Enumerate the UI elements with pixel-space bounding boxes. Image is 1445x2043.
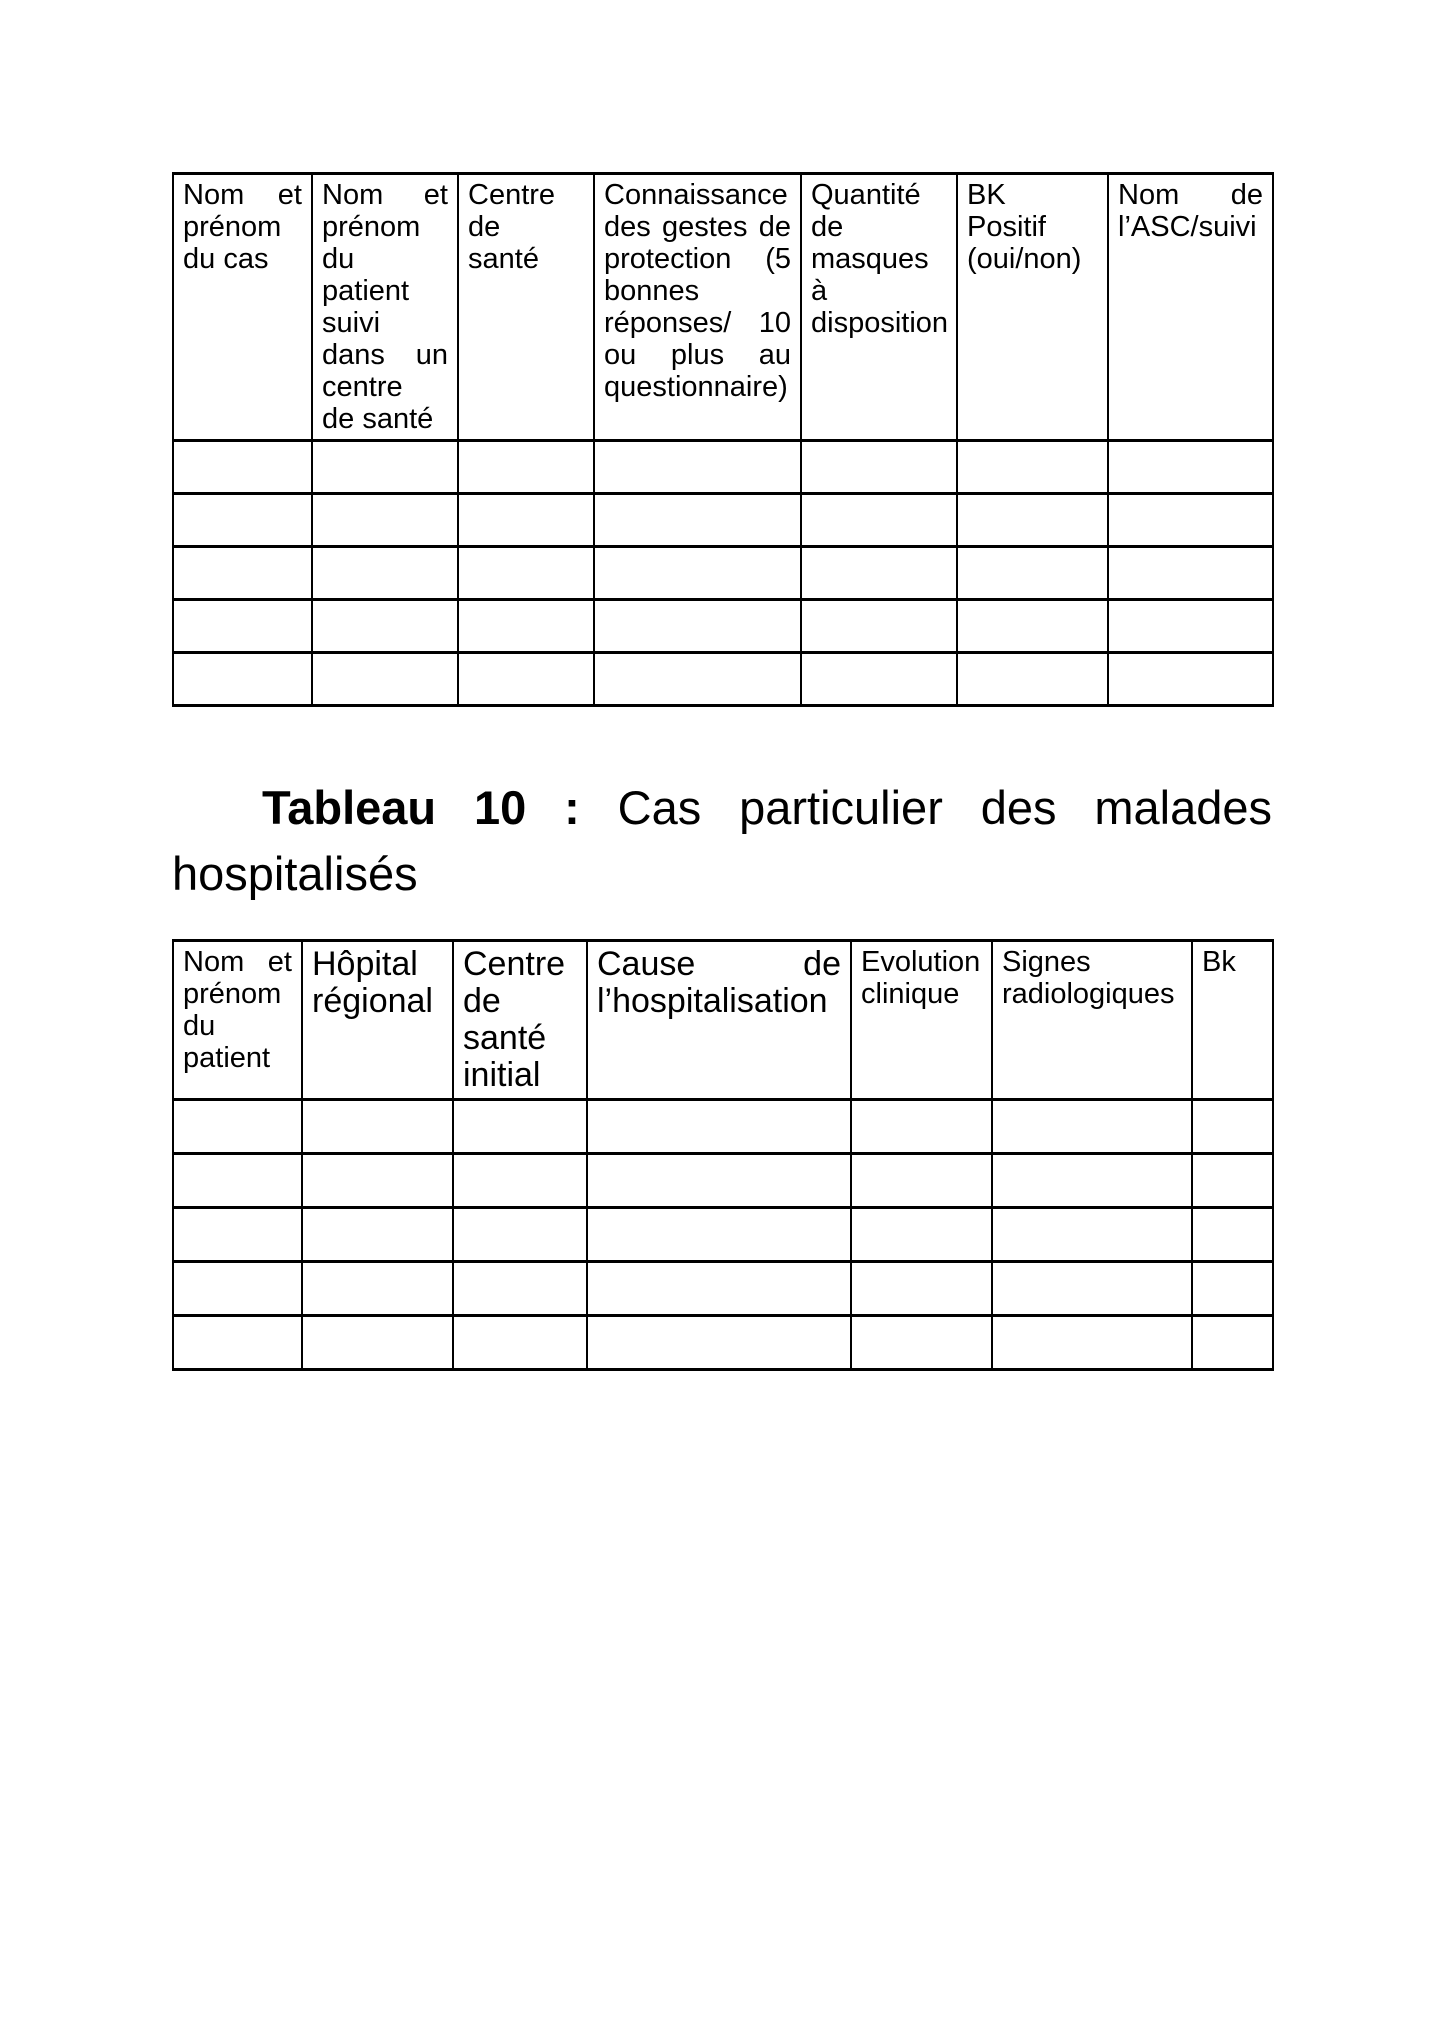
- empty-cell-quantite-masques-disposition: [801, 441, 957, 494]
- empty-cell-nom-prenom-cas: [173, 547, 312, 600]
- table10-title: [172, 775, 1272, 907]
- header-text-line: patient: [183, 1042, 271, 1074]
- empty-row: [173, 547, 1273, 600]
- header-text-line: clinique: [861, 978, 960, 1010]
- header-text-line: régional: [312, 982, 433, 1020]
- empty-cell-nom-asc-suivi: [1108, 653, 1273, 706]
- header-text-line: santé: [463, 1019, 547, 1057]
- empty-cell-centre-de-sante: [458, 600, 594, 653]
- empty-cell-quantite-masques-disposition: [801, 600, 957, 653]
- header-text-line: de: [463, 982, 501, 1020]
- empty-row: [173, 1316, 1273, 1370]
- header-text-line: suivi: [322, 307, 381, 339]
- header-text-line: du cas: [183, 243, 269, 275]
- malades-hospitalises-table: [172, 939, 1274, 1371]
- header-text-line: Signes: [1002, 946, 1091, 978]
- empty-cell-centre-de-sante: [458, 653, 594, 706]
- empty-row: [173, 441, 1273, 494]
- table10-title-line2: hospitalisés: [172, 847, 418, 900]
- empty-cell-centre-sante-initial: [453, 1154, 587, 1208]
- header-text-line: Bk: [1202, 946, 1236, 978]
- header-text-line: radiologiques: [1002, 978, 1175, 1010]
- header-text-line: Centre: [468, 179, 556, 211]
- empty-cell-nom-prenom-patient: [173, 1100, 302, 1154]
- header-text-line: Positif: [967, 211, 1046, 243]
- empty-cell-signes-radiologiques: [992, 1100, 1192, 1154]
- header-text-line: Nom et: [322, 179, 448, 211]
- empty-cell-quantite-masques-disposition: [801, 547, 957, 600]
- header-text-line: Hôpital: [312, 945, 418, 983]
- empty-row: [173, 1154, 1273, 1208]
- empty-cell-quantite-masques-disposition: [801, 494, 957, 547]
- empty-cell-nom-prenom-cas: [173, 494, 312, 547]
- empty-cell-hopital-regional: [302, 1154, 453, 1208]
- header-text-line: (oui/non): [967, 243, 1082, 275]
- empty-cell-signes-radiologiques: [992, 1154, 1192, 1208]
- nom-asc-suivi-header: [1108, 174, 1273, 441]
- empty-cell-bk-positif: [957, 653, 1108, 706]
- cause-hospitalisation-header: [587, 941, 851, 1100]
- header-text-line: patient: [322, 275, 410, 307]
- header-text-line: santé: [468, 243, 539, 275]
- header-text-line: réponses/ 10: [604, 307, 791, 339]
- header-text-line: Nom de: [1118, 179, 1263, 211]
- empty-row: [173, 653, 1273, 706]
- empty-cell-cause-hospitalisation: [587, 1100, 851, 1154]
- header-text-line: l’hospitalisation: [597, 982, 828, 1020]
- header-text-line: de: [811, 211, 844, 243]
- empty-cell-bk: [1192, 1208, 1273, 1262]
- centre-de-sante-header: [458, 174, 594, 441]
- header-text-line: à: [811, 275, 828, 307]
- empty-row: [173, 494, 1273, 547]
- empty-cell-nom-prenom-patient: [173, 1262, 302, 1316]
- empty-cell-nom-asc-suivi: [1108, 441, 1273, 494]
- signes-radiologiques-header: [992, 941, 1192, 1100]
- evolution-clinique-header: [851, 941, 992, 1100]
- empty-cell-centre-sante-initial: [453, 1316, 587, 1370]
- empty-cell-nom-prenom-patient-suivi: [312, 547, 458, 600]
- bk-header: [1192, 941, 1273, 1100]
- header-row: [173, 174, 1273, 441]
- empty-cell-quantite-masques-disposition: [801, 653, 957, 706]
- quantite-masques-disposition-header: [801, 174, 957, 441]
- empty-cell-evolution-clinique: [851, 1316, 992, 1370]
- empty-cell-hopital-regional: [302, 1316, 453, 1370]
- table10-title-label: Tableau 10 :: [262, 781, 580, 834]
- header-text-line: de: [468, 211, 501, 243]
- header-text-line: ou plus au: [604, 339, 791, 371]
- header-text-line: Quantité: [811, 179, 921, 211]
- empty-cell-cause-hospitalisation: [587, 1262, 851, 1316]
- connaissance-gestes-protection-header: [594, 174, 801, 441]
- empty-cell-bk: [1192, 1262, 1273, 1316]
- empty-cell-bk: [1192, 1154, 1273, 1208]
- empty-cell-signes-radiologiques: [992, 1316, 1192, 1370]
- empty-cell-nom-asc-suivi: [1108, 547, 1273, 600]
- empty-cell-bk-positif: [957, 441, 1108, 494]
- empty-cell-connaissance-gestes-protection: [594, 494, 801, 547]
- empty-cell-bk-positif: [957, 600, 1108, 653]
- header-text-line: dans un: [322, 339, 448, 371]
- header-text-line: BK: [967, 179, 1006, 211]
- empty-cell-evolution-clinique: [851, 1154, 992, 1208]
- header-text-line: masques: [811, 243, 929, 275]
- nom-prenom-cas-header: [173, 174, 312, 441]
- empty-row: [173, 600, 1273, 653]
- header-text-line: Cause de: [597, 945, 841, 983]
- header-text-line: Centre: [463, 945, 566, 983]
- empty-cell-bk-positif: [957, 494, 1108, 547]
- header-text-line: du: [322, 243, 355, 275]
- empty-cell-centre-sante-initial: [453, 1262, 587, 1316]
- header-text-line: bonnes: [604, 275, 700, 307]
- empty-cell-hopital-regional: [302, 1208, 453, 1262]
- header-text-line: des gestes de: [604, 211, 791, 243]
- empty-cell-nom-prenom-patient: [173, 1208, 302, 1262]
- header-text-line: questionnaire): [604, 371, 788, 403]
- empty-cell-hopital-regional: [302, 1100, 453, 1154]
- empty-cell-nom-prenom-cas: [173, 600, 312, 653]
- suivi-des-cas-table: [172, 172, 1274, 707]
- bk-positif-header: [957, 174, 1108, 441]
- empty-cell-connaissance-gestes-protection: [594, 547, 801, 600]
- header-text-line: l’ASC/suivi: [1118, 211, 1257, 243]
- empty-cell-nom-asc-suivi: [1108, 600, 1273, 653]
- empty-cell-evolution-clinique: [851, 1100, 992, 1154]
- nom-prenom-patient-header: [173, 941, 302, 1100]
- header-text-line: Nom et: [183, 179, 302, 211]
- empty-cell-nom-asc-suivi: [1108, 494, 1273, 547]
- empty-cell-nom-prenom-patient-suivi: [312, 494, 458, 547]
- header-row: [173, 941, 1273, 1100]
- empty-cell-bk: [1192, 1100, 1273, 1154]
- empty-cell-centre-sante-initial: [453, 1100, 587, 1154]
- empty-row: [173, 1262, 1273, 1316]
- header-text-line: de santé: [322, 403, 434, 435]
- header-text-line: Connaissance: [604, 179, 788, 211]
- empty-cell-hopital-regional: [302, 1262, 453, 1316]
- empty-cell-centre-de-sante: [458, 441, 594, 494]
- hopital-regional-header: [302, 941, 453, 1100]
- empty-cell-connaissance-gestes-protection: [594, 600, 801, 653]
- header-text-line: Nom et: [183, 946, 292, 978]
- empty-row: [173, 1208, 1273, 1262]
- header-text-line: prénom: [183, 978, 282, 1010]
- header-text-line: prénom: [183, 211, 282, 243]
- empty-cell-nom-prenom-patient-suivi: [312, 653, 458, 706]
- empty-cell-nom-prenom-patient: [173, 1154, 302, 1208]
- header-text-line: initial: [463, 1056, 541, 1094]
- header-text-line: prénom: [322, 211, 421, 243]
- empty-cell-centre-de-sante: [458, 547, 594, 600]
- header-text-line: du: [183, 1010, 216, 1042]
- empty-cell-evolution-clinique: [851, 1208, 992, 1262]
- empty-cell-bk-positif: [957, 547, 1108, 600]
- header-text-line: disposition: [811, 307, 949, 339]
- empty-cell-bk: [1192, 1316, 1273, 1370]
- empty-cell-nom-prenom-patient-suivi: [312, 600, 458, 653]
- empty-cell-nom-prenom-cas: [173, 441, 312, 494]
- centre-sante-initial-header: [453, 941, 587, 1100]
- empty-cell-connaissance-gestes-protection: [594, 653, 801, 706]
- header-text-line: centre: [322, 371, 403, 403]
- table10-title-line1: [172, 775, 1272, 841]
- empty-cell-nom-prenom-patient-suivi: [312, 441, 458, 494]
- empty-cell-signes-radiologiques: [992, 1262, 1192, 1316]
- empty-cell-cause-hospitalisation: [587, 1154, 851, 1208]
- header-text-line: protection (5: [604, 243, 791, 275]
- table10-title-text: Cas particulier des malades: [617, 781, 1272, 834]
- header-text-line: Evolution: [861, 946, 981, 978]
- nom-prenom-patient-suivi-header: [312, 174, 458, 441]
- empty-cell-nom-prenom-patient: [173, 1316, 302, 1370]
- empty-cell-evolution-clinique: [851, 1262, 992, 1316]
- empty-cell-nom-prenom-cas: [173, 653, 312, 706]
- empty-cell-cause-hospitalisation: [587, 1208, 851, 1262]
- empty-row: [173, 1100, 1273, 1154]
- empty-cell-centre-sante-initial: [453, 1208, 587, 1262]
- empty-cell-signes-radiologiques: [992, 1208, 1192, 1262]
- empty-cell-centre-de-sante: [458, 494, 594, 547]
- empty-cell-connaissance-gestes-protection: [594, 441, 801, 494]
- empty-cell-cause-hospitalisation: [587, 1316, 851, 1370]
